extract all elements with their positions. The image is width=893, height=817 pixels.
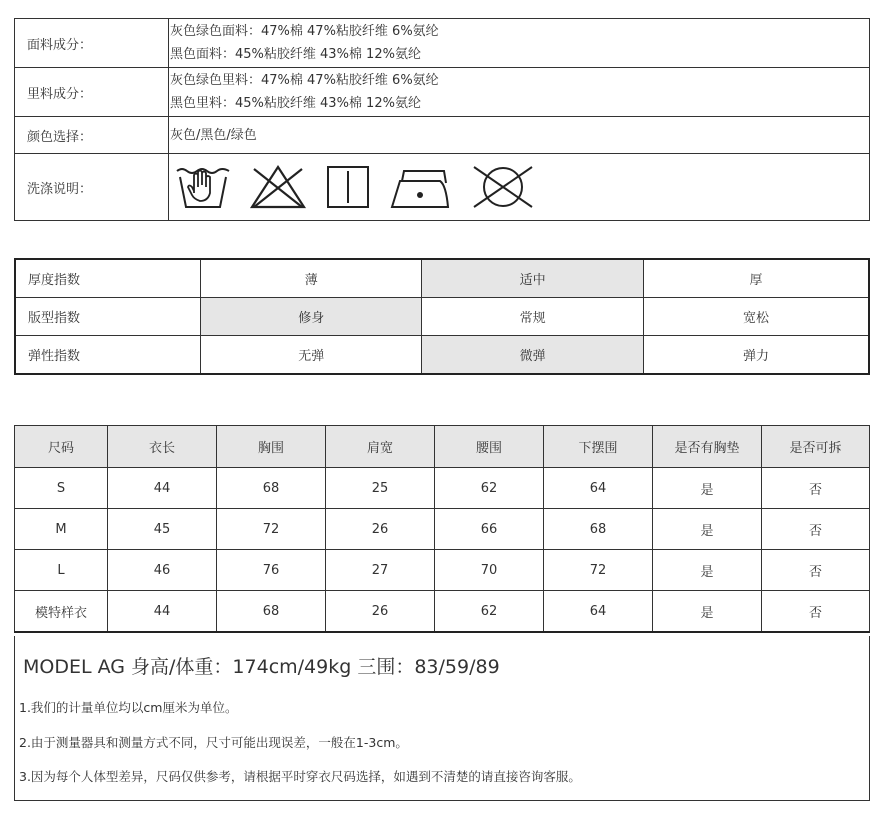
wash-row xyxy=(15,154,870,221)
length-header: 衣长 xyxy=(108,426,217,468)
removable-header: 是否可拆 xyxy=(762,426,870,468)
iron-low-icon xyxy=(388,163,454,211)
hem-header: 下摆围 xyxy=(544,426,653,468)
size-header-row xyxy=(15,426,870,468)
length-cell: 45 xyxy=(108,509,217,550)
chest-header: 胸围 xyxy=(217,426,326,468)
table-row xyxy=(15,591,870,633)
chest-cell: 76 xyxy=(217,550,326,591)
chest-cell: 72 xyxy=(217,509,326,550)
model-info: MODEL AG 身高/体重：174cm/49kg 三围：83/59/89 xyxy=(23,656,500,678)
lining-row xyxy=(15,68,870,117)
wash-icons xyxy=(169,154,870,221)
color-label: 颜色选择： xyxy=(15,117,169,154)
size-header: 尺码 xyxy=(15,426,108,468)
table-row xyxy=(15,509,870,550)
note-2: 2.由于测量器具和测量方式不同，尺寸可能出现误差，一般在1-3cm。 xyxy=(19,735,408,750)
waist-cell: 62 xyxy=(435,468,544,509)
no-dry-clean-icon xyxy=(470,163,536,211)
size-cell: 模特样衣 xyxy=(15,591,108,633)
shoulder-cell: 26 xyxy=(326,509,435,550)
index-option-selected: 修身 xyxy=(201,298,422,336)
index-option-selected: 微弹 xyxy=(422,336,643,375)
lining-line: 黑色里料：45%粘胶纤维 43%棉 12%氨纶 xyxy=(170,96,421,111)
note-1: 1.我们的计量单位均以cm厘米为单位。 xyxy=(19,700,238,715)
color-value: 灰色/黑色/绿色 xyxy=(169,117,870,154)
fabric-line: 灰色绿色面料：47%棉 47%粘胶纤维 6%氨纶 xyxy=(170,24,439,39)
thickness-label: 厚度指数 xyxy=(15,259,201,298)
lining-value xyxy=(169,68,870,117)
elasticity-row xyxy=(15,336,869,375)
fit-label: 版型指数 xyxy=(15,298,201,336)
hand-wash-icon xyxy=(174,163,232,211)
length-cell: 44 xyxy=(108,468,217,509)
table-row xyxy=(15,550,870,591)
size-cell: S xyxy=(15,468,108,509)
elasticity-label: 弹性指数 xyxy=(15,336,201,375)
notes-box xyxy=(14,636,870,801)
padding-cell: 是 xyxy=(653,591,762,633)
shoulder-header: 肩宽 xyxy=(326,426,435,468)
index-option: 宽松 xyxy=(643,298,869,336)
index-option: 无弹 xyxy=(201,336,422,375)
index-option: 厚 xyxy=(643,259,869,298)
index-option: 弹力 xyxy=(643,336,869,375)
index-option-selected: 适中 xyxy=(422,259,643,298)
note-3: 3.因为每个人体型差异，尺码仅供参考，请根据平时穿衣尺码选择，如遇到不清楚的请直接咨询客服。 xyxy=(19,769,581,784)
lining-label: 里料成分： xyxy=(15,68,169,117)
waist-header: 腰围 xyxy=(435,426,544,468)
chest-cell: 68 xyxy=(217,468,326,509)
removable-cell: 否 xyxy=(762,509,870,550)
index-option: 薄 xyxy=(201,259,422,298)
waist-cell: 70 xyxy=(435,550,544,591)
size-cell: L xyxy=(15,550,108,591)
shoulder-cell: 27 xyxy=(326,550,435,591)
fit-row xyxy=(15,298,869,336)
index-option: 常规 xyxy=(422,298,643,336)
size-chart-header-space xyxy=(14,378,870,425)
shoulder-cell: 25 xyxy=(326,468,435,509)
hem-cell: 64 xyxy=(544,591,653,633)
fabric-value xyxy=(169,19,870,68)
padding-cell: 是 xyxy=(653,550,762,591)
removable-cell: 否 xyxy=(762,550,870,591)
removable-cell: 否 xyxy=(762,468,870,509)
size-table xyxy=(14,425,870,633)
length-cell: 44 xyxy=(108,591,217,633)
length-cell: 46 xyxy=(108,550,217,591)
lining-line: 灰色绿色里料：47%棉 47%粘胶纤维 6%氨纶 xyxy=(170,73,439,88)
no-bleach-icon xyxy=(248,163,308,211)
table-row xyxy=(15,468,870,509)
padding-cell: 是 xyxy=(653,509,762,550)
hem-cell: 72 xyxy=(544,550,653,591)
removable-cell: 否 xyxy=(762,591,870,633)
size-cell: M xyxy=(15,509,108,550)
shoulder-cell: 26 xyxy=(326,591,435,633)
wash-label: 洗涤说明： xyxy=(15,154,169,221)
hem-cell: 64 xyxy=(544,468,653,509)
chest-cell: 68 xyxy=(217,591,326,633)
waist-cell: 62 xyxy=(435,591,544,633)
fabric-label: 面料成分： xyxy=(15,19,169,68)
fabric-row xyxy=(15,19,870,68)
padding-cell: 是 xyxy=(653,468,762,509)
waist-cell: 66 xyxy=(435,509,544,550)
tumble-dry-icon xyxy=(324,163,372,211)
hem-cell: 68 xyxy=(544,509,653,550)
padding-header: 是否有胸垫 xyxy=(653,426,762,468)
fabric-table xyxy=(14,18,870,221)
thickness-row xyxy=(15,259,869,298)
color-row xyxy=(15,117,870,154)
index-table xyxy=(14,258,870,375)
fabric-line: 黑色面料：45%粘胶纤维 43%棉 12%氨纶 xyxy=(170,47,421,62)
